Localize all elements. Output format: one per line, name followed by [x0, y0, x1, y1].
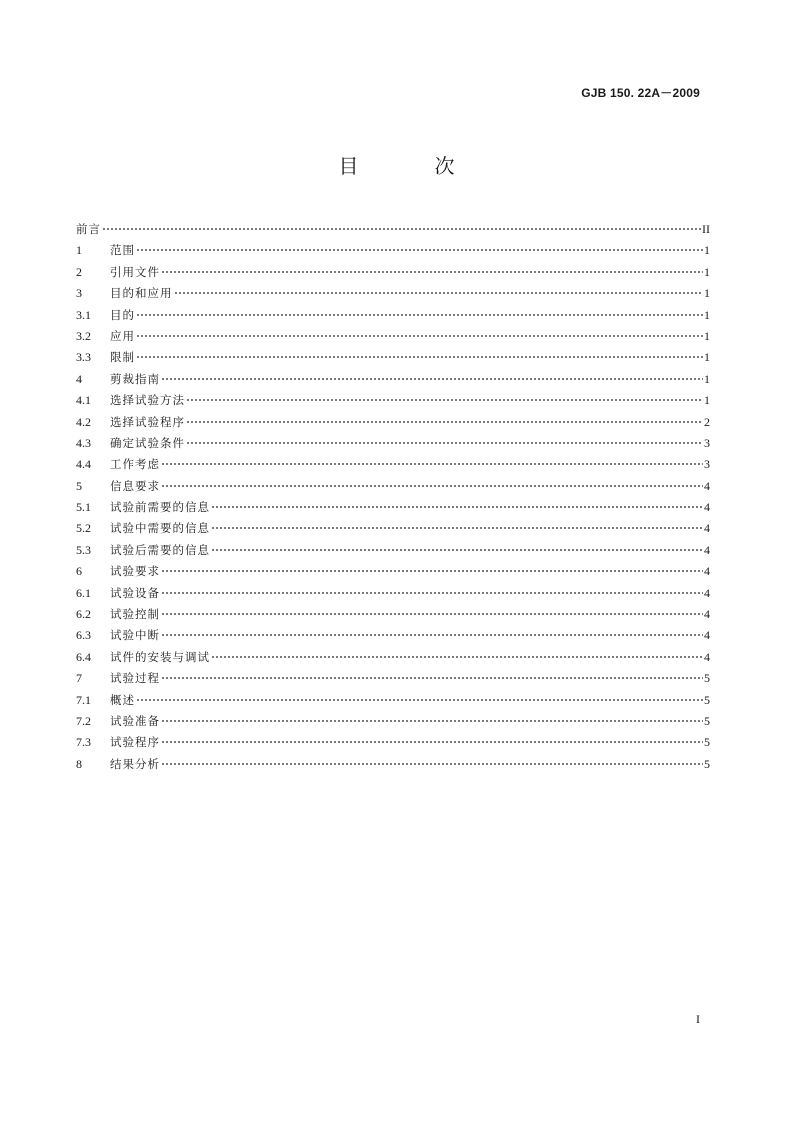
toc-entry-label: 确定试验条件	[110, 435, 185, 450]
dot-leader	[211, 549, 703, 551]
toc-entry[interactable]	[76, 433, 710, 454]
dot-leader	[161, 720, 703, 722]
dot-leader	[161, 463, 703, 465]
toc-entry[interactable]	[76, 240, 710, 261]
dot-leader	[136, 314, 703, 316]
toc-entry[interactable]	[76, 347, 710, 368]
toc-entry-page: 4	[704, 564, 710, 579]
toc-entry-number: 6	[76, 564, 82, 579]
toc-entry-page: 1	[704, 264, 710, 279]
dot-leader	[186, 442, 703, 444]
dot-leader	[161, 378, 703, 380]
toc-entry-page: 4	[704, 542, 710, 557]
toc-entry[interactable]	[76, 262, 710, 283]
dot-leader	[161, 592, 703, 594]
toc-entry[interactable]	[76, 690, 710, 711]
page-title: 目 次	[338, 154, 483, 178]
toc-entry-number: 5	[76, 478, 82, 493]
toc-entry-page: 1	[704, 286, 710, 301]
toc-entry[interactable]	[76, 369, 710, 390]
toc-entry[interactable]	[76, 540, 710, 561]
toc-entry-label: 结果分析	[110, 756, 160, 771]
toc-entry-number: 4	[76, 371, 82, 386]
dot-leader	[161, 763, 703, 765]
dot-leader	[161, 570, 703, 572]
table-of-contents	[76, 219, 710, 775]
dot-leader	[136, 249, 703, 251]
toc-entry-label: 工作考虑	[110, 457, 160, 472]
toc-entry-label: 范围	[110, 243, 135, 258]
toc-entry-number: 7.2	[76, 713, 91, 728]
dot-leader	[161, 741, 703, 743]
toc-entry-number: 3.2	[76, 328, 91, 343]
toc-entry-label: 试验准备	[110, 713, 160, 728]
toc-entry-page: 4	[704, 478, 710, 493]
dot-leader	[211, 656, 703, 658]
standard-number: GJB 150. 22A－2009	[581, 86, 700, 100]
toc-entry-page: 1	[704, 307, 710, 322]
toc-entry[interactable]	[76, 390, 710, 411]
toc-entry-number: 7.1	[76, 692, 91, 707]
toc-entry-page: 5	[704, 671, 710, 686]
toc-entry-page: 1	[704, 243, 710, 258]
toc-entry-number: 3.3	[76, 350, 91, 365]
dot-leader	[211, 506, 703, 508]
toc-entry-label: 信息要求	[110, 478, 160, 493]
toc-entry-number: 6.1	[76, 585, 91, 600]
toc-entry[interactable]	[76, 625, 710, 646]
toc-entry-label: 目的和应用	[110, 286, 173, 301]
toc-entry[interactable]	[76, 561, 710, 582]
toc-entry[interactable]	[76, 497, 710, 518]
page-number: I	[696, 1012, 700, 1026]
toc-entry-page: 1	[704, 393, 710, 408]
dot-leader	[161, 271, 703, 273]
toc-entry-label: 目的	[110, 307, 135, 322]
toc-entry-number: 5.1	[76, 500, 91, 515]
toc-entry-label: 应用	[110, 328, 135, 343]
dot-leader	[186, 399, 703, 401]
toc-entry-page: 3	[704, 435, 710, 450]
toc-entry[interactable]	[76, 668, 710, 689]
toc-entry[interactable]	[76, 476, 710, 497]
dot-leader	[174, 292, 704, 294]
dot-leader	[136, 356, 703, 358]
dot-leader	[136, 699, 703, 701]
toc-entry-label: 选择试验方法	[110, 393, 185, 408]
toc-entry-label: 前言	[76, 222, 101, 236]
toc-entry-number: 4.2	[76, 414, 91, 429]
toc-entry[interactable]	[76, 454, 710, 475]
toc-entry[interactable]	[76, 518, 710, 539]
toc-entry-number: 4.3	[76, 435, 91, 450]
toc-entry-page: 4	[704, 500, 710, 515]
toc-entry[interactable]	[76, 754, 710, 775]
toc-entry-page: 4	[704, 628, 710, 643]
toc-entry-page: 4	[704, 521, 710, 536]
toc-entry-label: 试验前需要的信息	[110, 500, 210, 515]
toc-entry-number: 3.1	[76, 307, 91, 322]
toc-entry[interactable]	[76, 412, 710, 433]
toc-entry-number: 5.2	[76, 521, 91, 536]
toc-entry-label: 试验后需要的信息	[110, 542, 210, 557]
toc-entry-page: 5	[704, 756, 710, 771]
toc-entry-page: 1	[704, 371, 710, 386]
dot-leader	[161, 677, 703, 679]
toc-entry-number: 5.3	[76, 542, 91, 557]
toc-entry-label: 试验中需要的信息	[110, 521, 210, 536]
toc-entry[interactable]	[76, 604, 710, 625]
toc-entry-number: 2	[76, 264, 82, 279]
toc-entry-number: 3	[76, 286, 82, 301]
toc-entry-number: 6.3	[76, 628, 91, 643]
toc-entry-label: 试验控制	[110, 607, 160, 622]
toc-entry[interactable]	[76, 283, 710, 304]
dot-leader	[161, 485, 703, 487]
toc-entry-label: 试验中断	[110, 628, 160, 643]
toc-entry-number: 6.4	[76, 649, 91, 664]
toc-entry-number: 6.2	[76, 607, 91, 622]
toc-entry-label: 引用文件	[110, 264, 160, 279]
toc-entry-page: 5	[704, 692, 710, 707]
toc-entry-number: 7.3	[76, 735, 91, 750]
toc-entry[interactable]	[76, 305, 710, 326]
toc-entry-label: 限制	[110, 350, 135, 365]
dot-leader	[186, 421, 703, 423]
toc-entry-number: 4.1	[76, 393, 91, 408]
toc-entry-page: 1	[704, 350, 710, 365]
toc-entry[interactable]	[76, 647, 710, 668]
toc-entry[interactable]	[76, 583, 710, 604]
toc-entry-label: 选择试验程序	[110, 414, 185, 429]
toc-entry-page: 4	[704, 607, 710, 622]
toc-entry-label: 剪裁指南	[110, 371, 160, 386]
toc-entry[interactable]	[76, 219, 710, 240]
toc-entry-label: 试件的安装与调试	[110, 649, 210, 664]
dot-leader	[161, 634, 703, 636]
toc-entry-label: 试验要求	[110, 564, 160, 579]
toc-entry-page: 4	[704, 585, 710, 600]
toc-entry-page: 5	[704, 735, 710, 750]
toc-entry[interactable]	[76, 326, 710, 347]
toc-entry-label: 试验过程	[110, 671, 160, 686]
dot-leader	[102, 228, 701, 230]
toc-entry-page: 3	[704, 457, 710, 472]
toc-entry-page: 1	[704, 328, 710, 343]
toc-entry-number: 7	[76, 671, 82, 686]
toc-entry-page: II	[702, 222, 710, 236]
toc-entry-number: 8	[76, 756, 82, 771]
toc-entry-label: 概述	[110, 692, 135, 707]
toc-entry-page: 2	[704, 414, 710, 429]
dot-leader	[161, 613, 703, 615]
toc-entry-page: 4	[704, 649, 710, 664]
dot-leader	[211, 527, 703, 529]
dot-leader	[136, 335, 703, 337]
toc-entry-label: 试验设备	[110, 585, 160, 600]
toc-entry-number: 1	[76, 243, 82, 258]
toc-entry-page: 5	[704, 713, 710, 728]
toc-entry[interactable]	[76, 711, 710, 732]
toc-entry[interactable]	[76, 732, 710, 753]
toc-entry-label: 试验程序	[110, 735, 160, 750]
toc-entry-number: 4.4	[76, 457, 91, 472]
